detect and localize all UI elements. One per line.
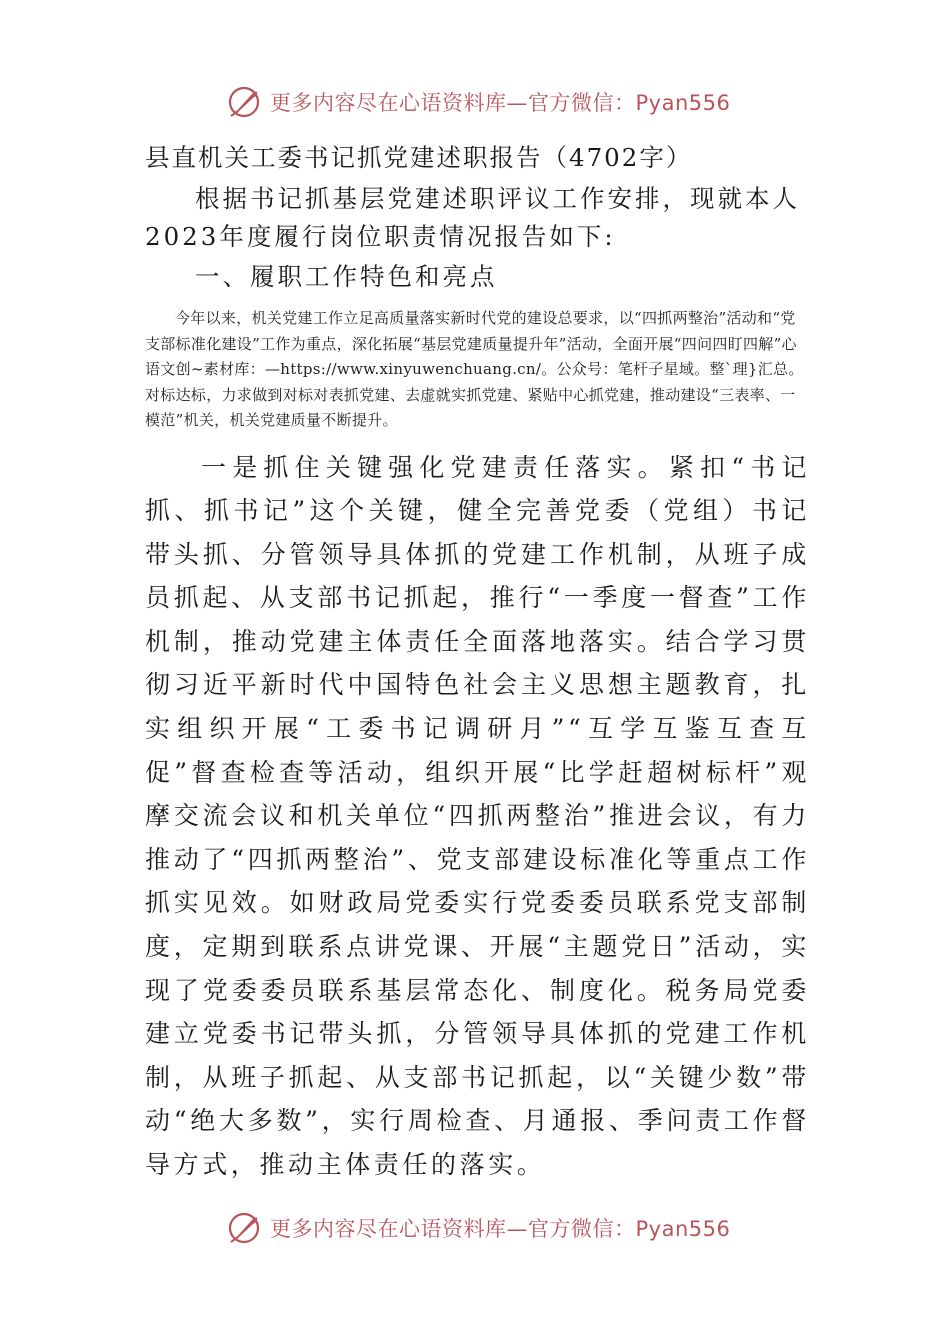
intro-paragraph: 根据书记抓基层党建述职评议工作安排，现就本人2023年度履行岗位职责情况报告如下: bbox=[145, 184, 800, 251]
header-banner bbox=[226, 82, 730, 122]
small-paragraph: 今年以来，机关党建工作立足高质量落实新时代党的建设总要求，以“四抓两整治”活动和“党支部标准化建设”工作为重点，深化拓展“基层党建质量提升年”活动，全面开展“四问四盯四解”心语文创~素材库：—https://www.xinyuwenchuang.cn/。公众号：笔杆子星域。整`理}汇总。对标达标，力求做到对标对表抓党建、去虚就实抓党建、紧贴中心抓党建，推动建设“三表率、一模范”机关，机关党建质量不断提升。 bbox=[145, 309, 804, 429]
quill-logo-icon bbox=[226, 84, 262, 120]
document-title: 县直机关工委书记抓党建述职报告（4702字） bbox=[145, 143, 693, 172]
document-page bbox=[145, 140, 810, 1187]
header-banner-text: 更多内容尽在心语资料库—官方微信：Pyan556 bbox=[270, 91, 731, 115]
body-paragraph: 一是抓住关键强化党建责任落实。紧扣“书记抓、抓书记”这个关键，健全完善党委（党组）书记带头抓、分管领导具体抓的党建工作机制，从班子成员抓起、从支部书记抓起，推行“一季度一督查”工作机制，推动党建主体责任全面落地落实。结合学习贯彻习近平新时代中国特色社会主义思想主题教育，扎实组织开展“工委书记调研月”“互学互鉴互查互促”督查检查等活动，组织开展“比学赶超树标杆”观摩交流会议和机关单位“四抓两整治”推进会议，有力推动了“四抓两整治”、党支部建设标准化等重点工作抓实见效。如财政局党委实行党委委员联系党支部制度，定期到联系点讲党课、开展“主题党日”活动，实现了党委委员联系基层常态化、制度化。税务局党委建立党委书记带头抓，分管领导具体抓的党建工作机制，从班子抓起、从支部书记抓起，以“关键少数”带动“绝大多数”，实行周检查、月通报、季问责工作督导方式，推动主体责任的落实。 bbox=[145, 452, 810, 1179]
footer-banner-text: 更多内容尽在心语资料库—官方微信：Pyan556 bbox=[270, 1217, 731, 1241]
section-heading: 一、履职工作特色和亮点 bbox=[195, 262, 498, 291]
footer-banner bbox=[226, 1208, 730, 1248]
quill-logo-icon bbox=[226, 1210, 262, 1246]
